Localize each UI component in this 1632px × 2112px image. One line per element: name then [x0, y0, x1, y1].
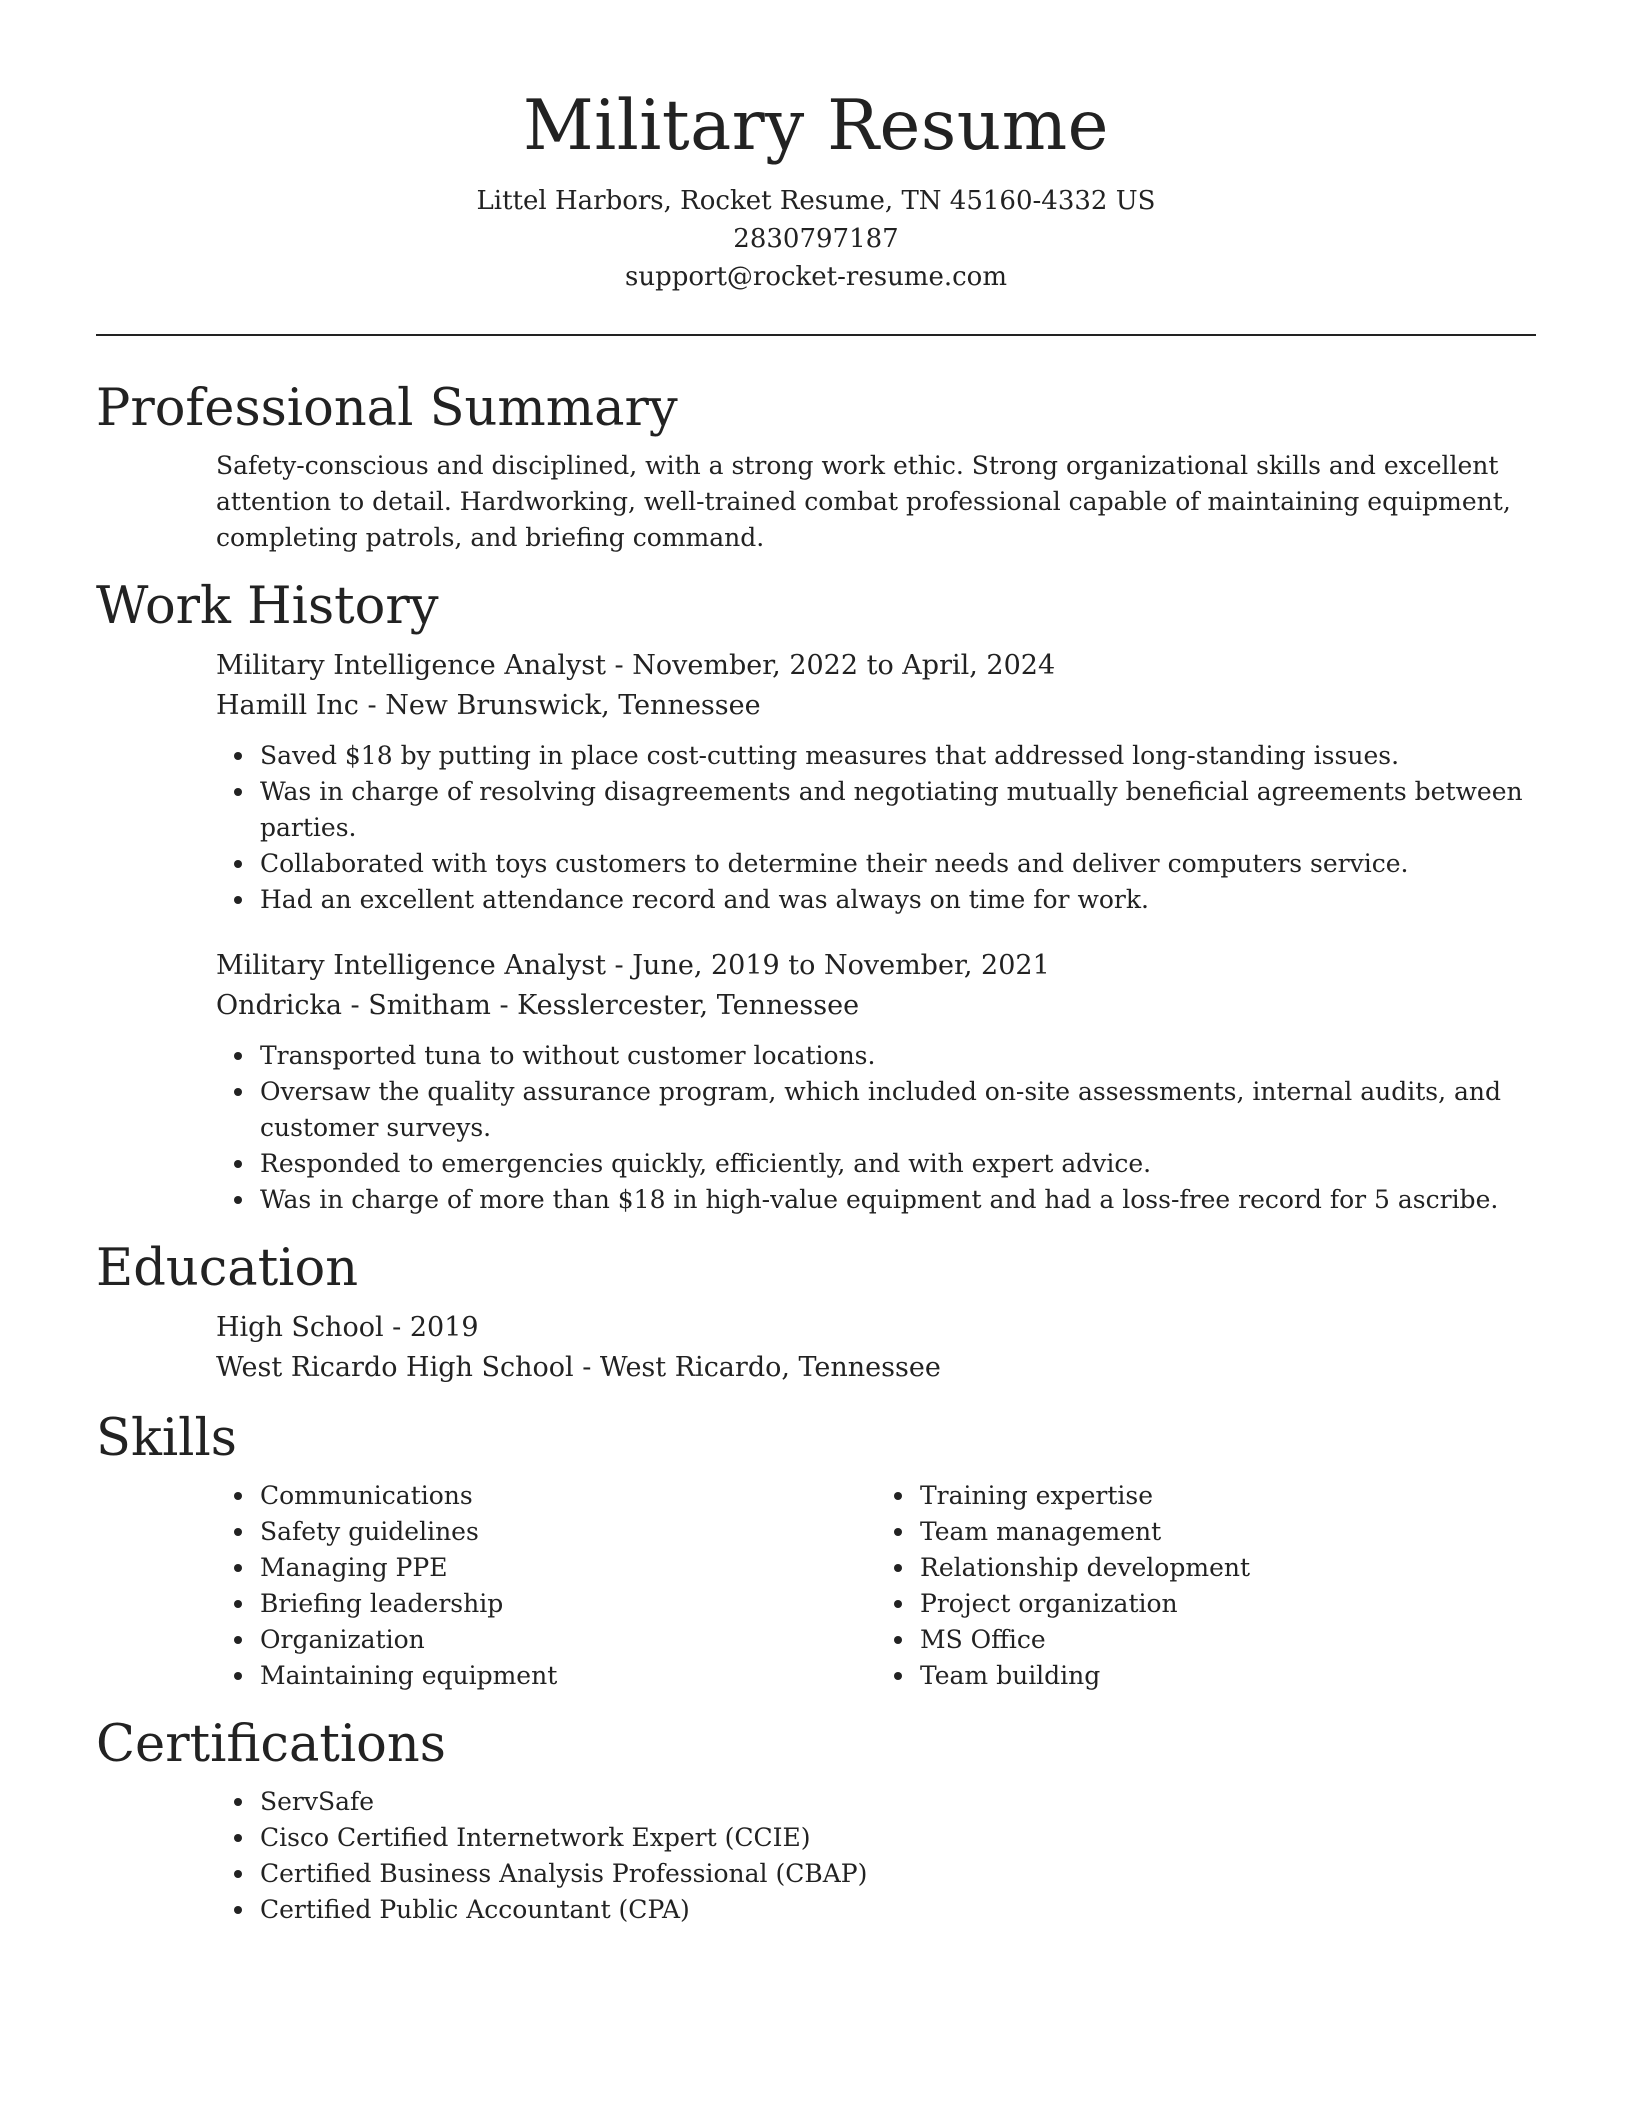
- skill-item: Briefing leadership: [260, 1586, 876, 1622]
- education-title: Education: [96, 1239, 359, 1298]
- skill-item: MS Office: [920, 1622, 1536, 1658]
- contact-email: support@rocket-resume.com: [624, 262, 1007, 292]
- job-title-line: Military Intelligence Analyst - November, 2022 to April, 2024: [216, 650, 1056, 681]
- job-bullet: Oversaw the quality assurance program, which included on-site assessments, internal audits, and customer surveys.: [260, 1074, 1536, 1146]
- resume-name: Military Resume: [522, 86, 1109, 166]
- skills-section: [96, 1406, 1536, 1694]
- job-bullet: Was in charge of resolving disagreements and negotiating mutually beneficial agreements between parties.: [260, 774, 1536, 846]
- certification-item: Certified Public Accountant (CPA): [260, 1892, 1536, 1928]
- job-company-line: Hamill Inc - New Brunswick, Tennessee: [216, 690, 761, 721]
- certifications-section: [96, 1712, 1536, 1928]
- contact-block: [96, 182, 1536, 296]
- education-school-line: West Ricardo High School - West Ricardo, Tennessee: [216, 1352, 941, 1383]
- job-entry: [216, 946, 1536, 1218]
- work-history-body: [96, 646, 1536, 1218]
- education-degree-line: High School - 2019: [216, 1312, 479, 1343]
- education-section: [96, 1236, 1536, 1388]
- certifications-body: [96, 1784, 1536, 1928]
- contact-phone: 2830797187: [733, 224, 899, 254]
- work-history-title: Work History: [96, 577, 439, 636]
- skill-item: Safety guidelines: [260, 1514, 876, 1550]
- job-bullet: Collaborated with toys customers to determine their needs and deliver computers service.: [260, 846, 1536, 882]
- job-bullet: Saved $18 by putting in place cost-cutting measures that addressed long-standing issues.: [260, 738, 1536, 774]
- summary-title: Professional Summary: [96, 379, 678, 438]
- skill-item: Team management: [920, 1514, 1536, 1550]
- certification-item: Cisco Certified Internetwork Expert (CCIE): [260, 1820, 1536, 1856]
- skill-item: Managing PPE: [260, 1550, 876, 1586]
- education-body: [96, 1308, 1536, 1388]
- skills-body: [96, 1478, 1536, 1694]
- skill-item: Project organization: [920, 1586, 1536, 1622]
- resume-header: [96, 80, 1536, 296]
- skill-item: Maintaining equipment: [260, 1658, 876, 1694]
- work-history-section: [96, 574, 1536, 1218]
- skill-item: Communications: [260, 1478, 876, 1514]
- skills-column-left: [216, 1478, 876, 1694]
- job-bullet: Had an excellent attendance record and was always on time for work.: [260, 882, 1536, 918]
- job-entry: [216, 646, 1536, 918]
- certifications-title: Certifications: [96, 1715, 446, 1774]
- header-divider: [96, 334, 1536, 336]
- skills-title: Skills: [96, 1409, 237, 1468]
- summary-text: Safety-conscious and disciplined, with a strong work ethic. Strong organizational skills and excellent attention to detail. Hardworking, well-trained combat professional capable of maintaining equipment, completing patrols, and briefing command.: [216, 451, 1511, 552]
- skill-item: Training expertise: [920, 1478, 1536, 1514]
- skills-grid: [216, 1478, 1536, 1694]
- certification-item: ServSafe: [260, 1784, 1536, 1820]
- job-bullet: Was in charge of more than $18 in high-value equipment and had a loss-free record for 5 ascribe.: [260, 1182, 1536, 1218]
- job-bullet: Transported tuna to without customer locations.: [260, 1038, 1536, 1074]
- certifications-list: [216, 1784, 1536, 1928]
- contact-address: Littel Harbors, Rocket Resume, TN 45160-4332 US: [476, 186, 1156, 216]
- job-title-line: Military Intelligence Analyst - June, 2019 to November, 2021: [216, 950, 1050, 981]
- job-bullet: Responded to emergencies quickly, efficiently, and with expert advice.: [260, 1146, 1536, 1182]
- job-company-line: Ondricka - Smitham - Kesslercester, Tennessee: [216, 990, 860, 1021]
- summary-section: [96, 376, 1536, 556]
- skills-column-right: [876, 1478, 1536, 1694]
- job-bullet-list: [216, 1038, 1536, 1218]
- skill-item: Organization: [260, 1622, 876, 1658]
- skill-item: Team building: [920, 1658, 1536, 1694]
- certification-item: Certified Business Analysis Professional (CBAP): [260, 1856, 1536, 1892]
- job-bullet-list: [216, 738, 1536, 918]
- skill-item: Relationship development: [920, 1550, 1536, 1586]
